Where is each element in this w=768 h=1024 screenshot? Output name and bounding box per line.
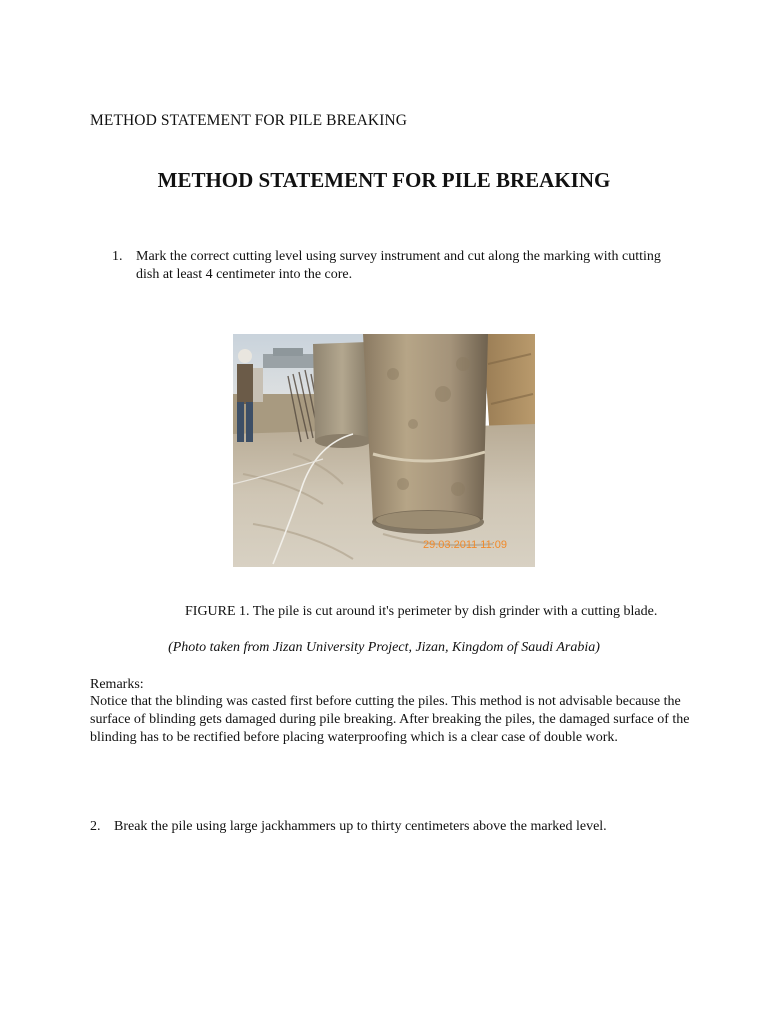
- figure-credit: (Photo taken from Jizan University Project, Jizan, Kingdom of Saudi Arabia): [168, 640, 600, 655]
- step-1-text: Mark the correct cutting level using survey instrument and cut along the marking with cutting dish at least 4 centimeter into the core.: [136, 249, 661, 282]
- remarks-label: Remarks:: [90, 677, 144, 692]
- step-2-text: Break the pile using large jackhammers up to thirty centimeters above the marked level.: [114, 819, 607, 834]
- pile-photo-illustration: [233, 334, 535, 567]
- page-title: METHOD STATEMENT FOR PILE BREAKING: [157, 168, 611, 192]
- step-1-number: 1.: [112, 249, 123, 264]
- step-1: [112, 248, 672, 284]
- figure-caption: FIGURE 1. The pile is cut around it's perimeter by dish grinder with a cutting blade.: [185, 604, 658, 619]
- photo-timestamp: 29.03.2011 11:09: [423, 539, 508, 551]
- step-2: [90, 818, 710, 836]
- figure-photo: [233, 334, 535, 567]
- document-header: METHOD STATEMENT FOR PILE BREAKING: [90, 112, 408, 129]
- step-2-number: 2.: [90, 819, 101, 834]
- remarks-body: Notice that the blinding was casted first before cutting the piles. This method is not advisable because the surface of blinding gets damaged during pile breaking. After breaking the piles, the damaged surface of the blinding has to be rectified before placing waterproofing which is a clear case of double work.: [90, 694, 690, 746]
